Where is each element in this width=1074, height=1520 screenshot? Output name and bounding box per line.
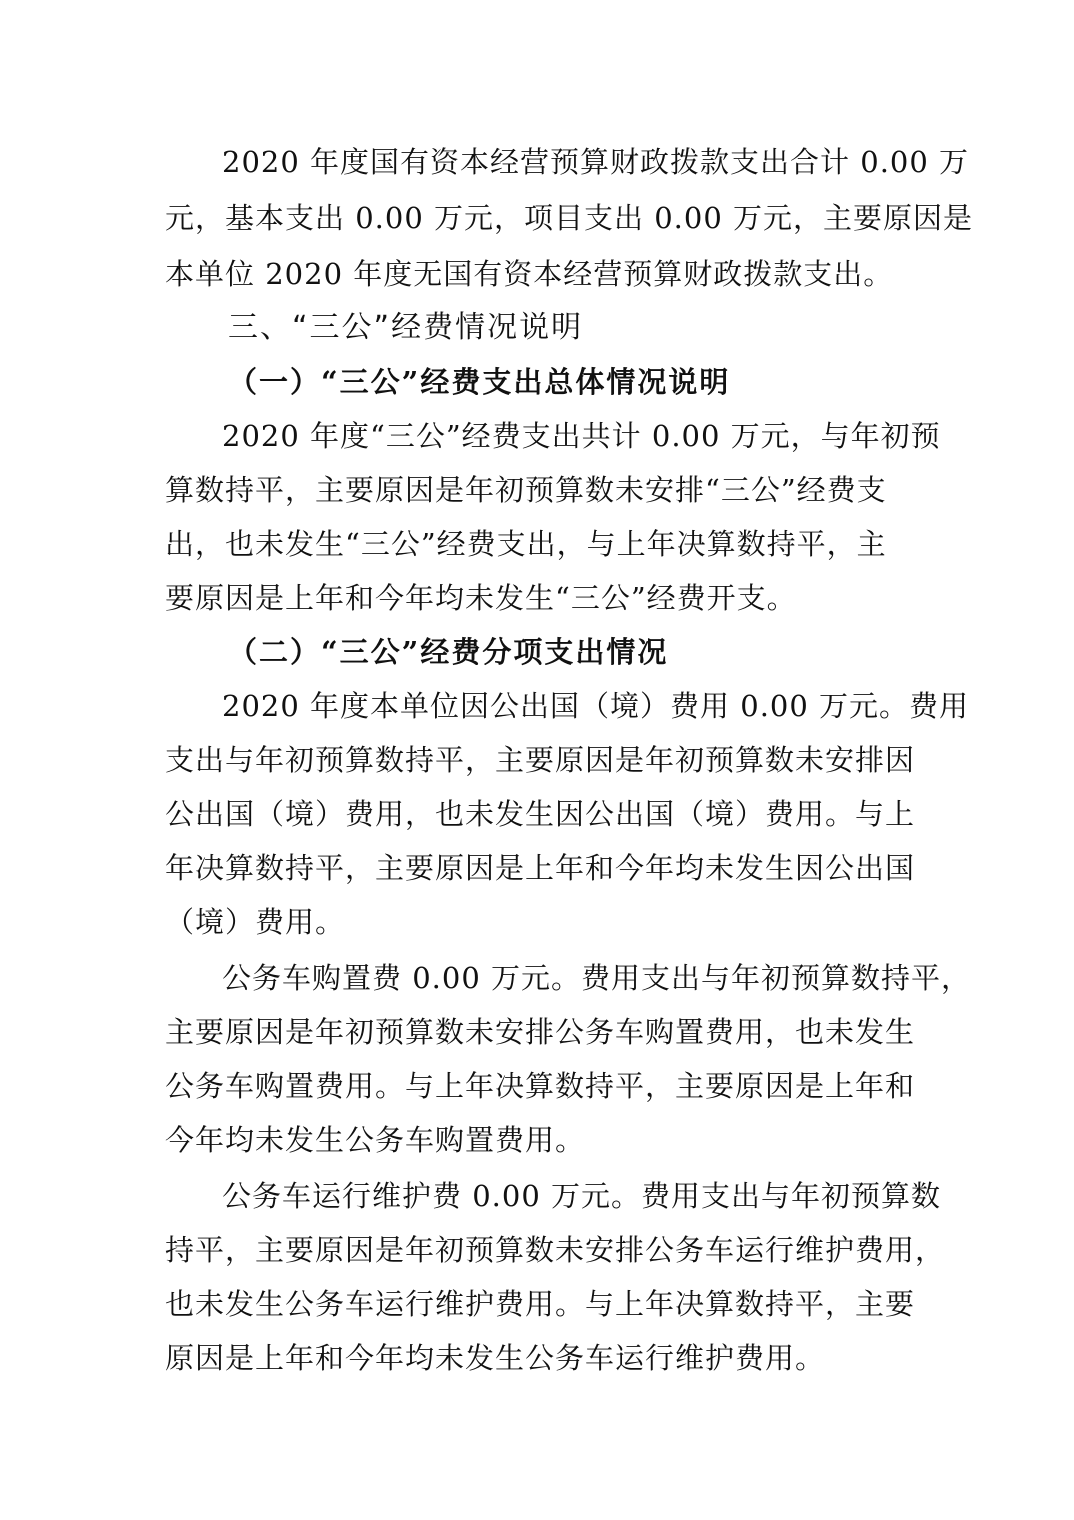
paragraph-line: 支出与年初预算数持平，主要原因是年初预算数未安排因 (165, 743, 916, 777)
paragraph-line: 今年均未发生公务车购置费用。 (165, 1123, 586, 1157)
paragraph-line: （境）费用。 (165, 905, 346, 939)
paragraph-line: 出，也未发生“三公”经费支出，与上年决算数持平，主 (165, 527, 887, 561)
paragraph-line: 元，基本支出 0.00 万元，项目支出 0.00 万元，主要原因是 (165, 201, 974, 235)
paragraph-line: 持平，主要原因是年初预算数未安排公务车运行维护费用， (165, 1233, 946, 1267)
paragraph-line: 2020 年度本单位因公出国（境）费用 0.00 万元。费用 (222, 689, 970, 723)
paragraph-line: 要原因是上年和今年均未发生“三公”经费开支。 (165, 581, 797, 615)
paragraph-line: 算数持平，主要原因是年初预算数未安排“三公”经费支 (165, 473, 887, 507)
paragraph-line: 公务车购置费用。与上年决算数持平，主要原因是上年和 (165, 1069, 916, 1103)
paragraph-line: 也未发生公务车运行维护费用。与上年决算数持平，主要 (165, 1287, 916, 1321)
subsection-heading: （二）“三公”经费分项支出情况 (228, 635, 669, 669)
section-heading: 三、“三公”经费情况说明 (228, 310, 584, 345)
paragraph-line: 主要原因是年初预算数未安排公务车购置费用，也未发生 (165, 1015, 916, 1049)
subsection-heading: （一）“三公”经费支出总体情况说明 (228, 365, 731, 399)
paragraph-line: 公务车运行维护费 0.00 万元。费用支出与年初预算数 (222, 1179, 942, 1213)
paragraph-line: 公务车购置费 0.00 万元。费用支出与年初预算数持平， (222, 961, 972, 995)
paragraph-line: 2020 年度“三公”经费支出共计 0.00 万元，与年初预 (222, 419, 941, 453)
paragraph-line: 2020 年度国有资本经营预算财政拨款支出合计 0.00 万 (222, 145, 970, 179)
paragraph-line: 公出国（境）费用，也未发生因公出国（境）费用。与上 (165, 797, 916, 831)
paragraph-line: 年决算数持平，主要原因是上年和今年均未发生因公出国 (165, 851, 916, 885)
paragraph-line: 本单位 2020 年度无国有资本经营预算财政拨款支出。 (165, 257, 894, 291)
paragraph-line: 原因是上年和今年均未发生公务车运行维护费用。 (165, 1341, 826, 1375)
